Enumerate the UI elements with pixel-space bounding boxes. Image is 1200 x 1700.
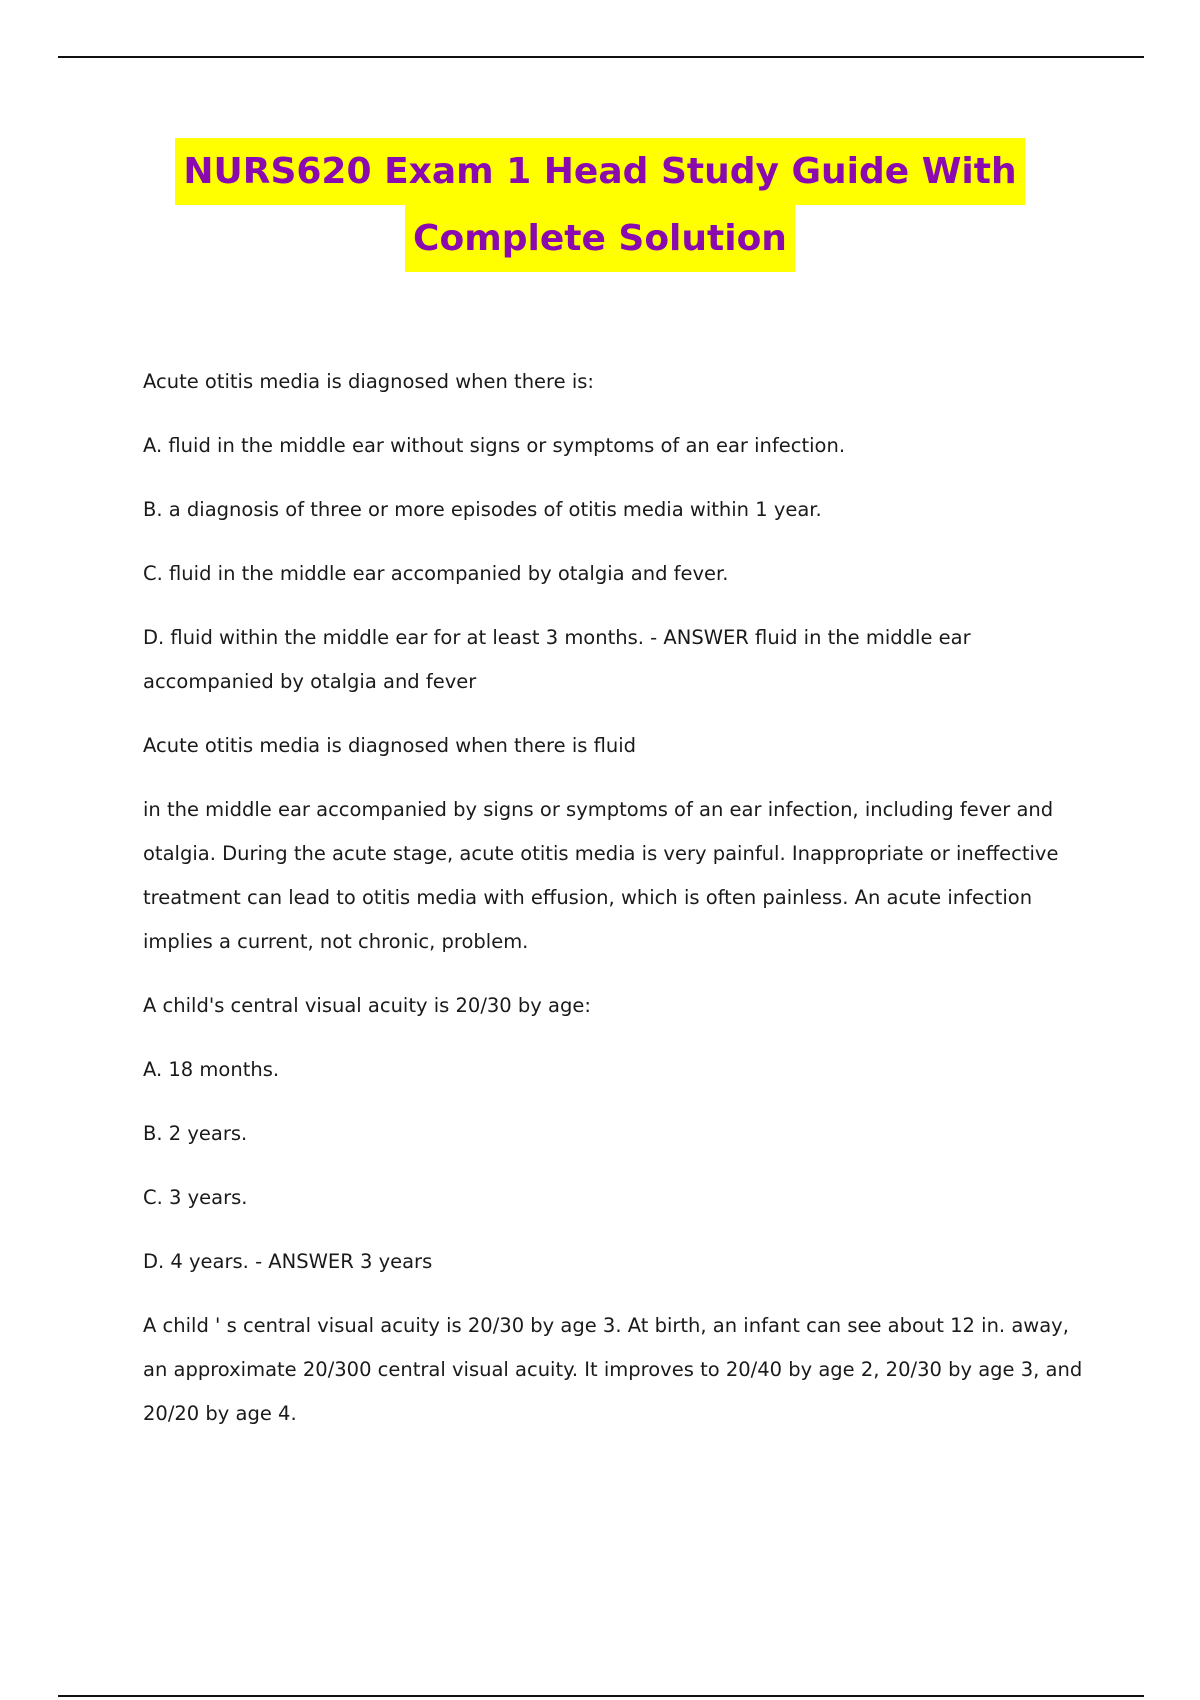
bottom-rule (58, 1695, 1144, 1697)
document-body (143, 360, 1093, 1456)
question-2-rationale: A child ' s central visual acuity is 20/30 by age 3. At birth, an infant can see about 12 in. away, an approximate 20/300 central visual acuity. It improves to 20/40 by age 2, 20/30 by age 3, and 20/20 by age 4. (143, 1314, 1083, 1425)
question-1-rationale-intro: Acute otitis media is diagnosed when there is fluid (143, 734, 637, 757)
question-1-rationale: in the middle ear accompanied by signs or symptoms of an ear infection, including fever and otalgia. During the acute stage, acute otitis media is very painful. Inappropriate or ineffective treatment can lead to otitis media with effusion, which is often painless. An acute infection implies a current, not chronic, problem. (143, 798, 1059, 953)
question-1-stem: Acute otitis media is diagnosed when there is: (143, 370, 594, 393)
question-2-option-b: B. 2 years. (143, 1122, 248, 1145)
question-1-option-d-answer: D. fluid within the middle ear for at least 3 months. - ANSWER fluid in the middle ear accompanied by otalgia and fever (143, 626, 971, 693)
title-line-2: Complete Solution (405, 205, 795, 272)
question-1-option-b: B. a diagnosis of three or more episodes of otitis media within 1 year. (143, 498, 822, 521)
question-1-option-c: C. fluid in the middle ear accompanied by otalgia and fever. (143, 562, 729, 585)
question-1-option-a: A. fluid in the middle ear without signs or symptoms of an ear infection. (143, 434, 846, 457)
question-2-option-c: C. 3 years. (143, 1186, 248, 1209)
top-rule (58, 56, 1144, 58)
question-2-stem: A child's central visual acuity is 20/30 by age: (143, 994, 591, 1017)
question-2-option-d-answer: D. 4 years. - ANSWER 3 years (143, 1250, 433, 1273)
document-title (0, 138, 1200, 272)
title-line-1: NURS620 Exam 1 Head Study Guide With (175, 138, 1024, 205)
question-2-option-a: A. 18 months. (143, 1058, 280, 1081)
